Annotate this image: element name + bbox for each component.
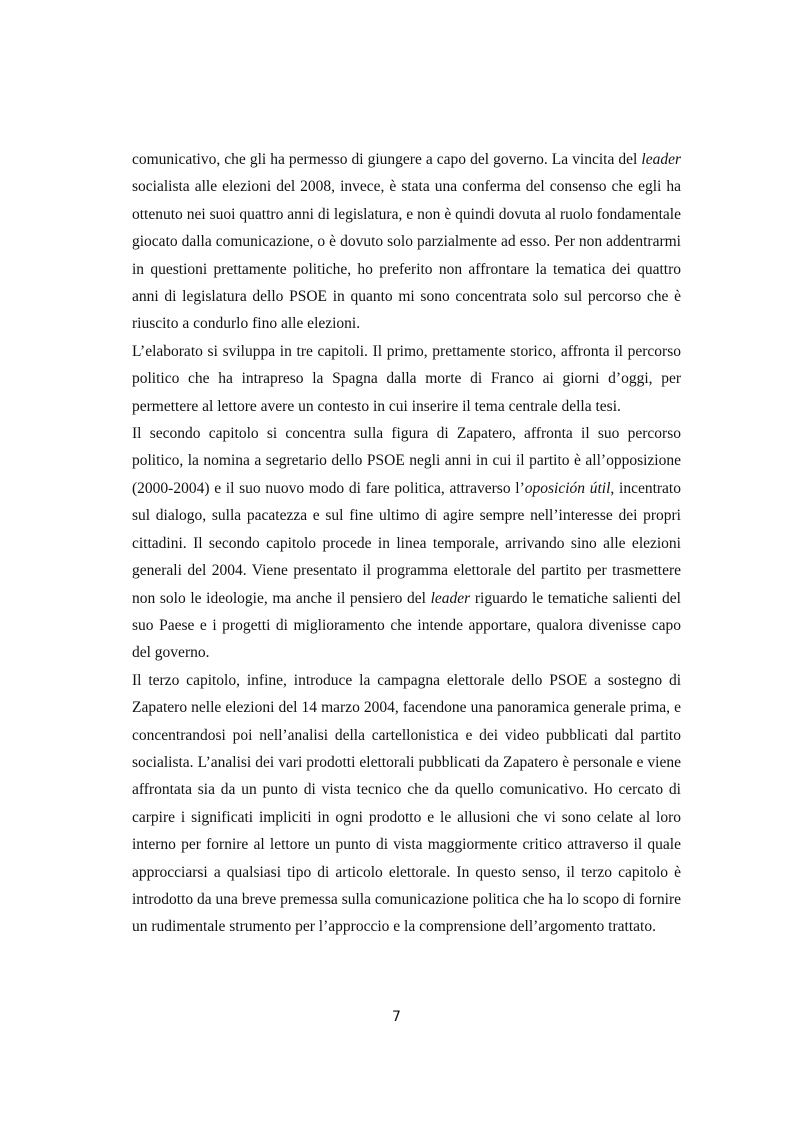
paragraph-1-text: comunicativo, che gli ha permesso di giungere a capo del governo. La vincita del (132, 151, 642, 168)
paragraph-1 (132, 146, 681, 338)
paragraph-3-text: Il secondo capitolo si concentra sulla figura di Zapatero, affronta il suo percorso politico, la nomina a segretario dello PSOE negli anni in cui il partito è all’opposizione (2000-2004) e il suo nuovo modo di fare politica, attraverso l’ (132, 425, 681, 497)
paragraph-3-text-end: riguardo le tematiche salienti del suo Paese e i progetti di miglioramento che intende apportare, qualora divenisse capo del governo. (132, 589, 681, 662)
paragraph-4 (132, 667, 681, 941)
paragraph-1-italic-leader: leader (641, 151, 681, 168)
paragraph-4-text: Il terzo capitolo, infine, introduce la campagna elettorale dello PSOE a sostegno di Zapatero nelle elezioni del 14 marzo 2004, facendone una panoramica generale prima, e concentrandosi poi nell’analisi della cartellonistica e dei video pubblicati dal partito socialista. L’analisi dei vari prodotti elettorali pubblicati da Zapatero è personale e viene affrontata sia da un punto di vista tecnico che da quello comunicativo. Ho cercato di carpire i significati impliciti in ogni prodotto e le allusioni che vi sono celate al loro interno per fornire al lettore un punto di vista maggiormente critico attraverso il quale approcciarsi a qualsiasi tipo di articolo elettorale. In questo senso, il terzo capitolo è introdotto da una breve premessa sulla comunicazione politica che ha lo scopo di fornire un rudimentale strumento per l’approccio e la comprensione dell’argomento trattato. (132, 671, 681, 936)
paragraph-3-text-cont: , incentrato sul dialogo, sulla pacatezza e sul fine ultimo di agire sempre nell’interesse dei propri cittadini. Il secondo capitolo procede in linea temporale, arrivando sino alle elezioni generali del 2004. Viene presentato il programma elettorale del partito per trasmettere non solo le ideologie, ma anche il pensiero del (132, 479, 681, 607)
paragraph-3-italic-leader: leader (430, 589, 471, 607)
body-text (132, 146, 681, 941)
paragraph-1-text-cont: socialista alle elezioni del 2008, invece, è stata una conferma del consenso che egli ha ottenuto nei suoi quattro anni di legislatura, e non è quindi dovuta al ruolo fondamentale giocato dalla comunicazione, o è dovuto solo parzialmente ad esso. Per non addentrarmi in questioni prettamente politiche, ho preferito non affrontare la tematica dei quattro anni di legislatura dello PSOE in quanto mi sono concentrata solo sul percorso che è riuscito a condurlo fino alle elezioni. (132, 178, 681, 333)
paragraph-3 (132, 420, 681, 667)
paragraph-3-italic-oposicion: oposición útil (524, 479, 611, 497)
page-number: 7 (392, 1009, 401, 1025)
paragraph-2-text: L’elaborato si sviluppa in tre capitoli. Il primo, prettamente storico, affronta il percorso politico che ha intrapreso la Spagna dalla morte di Franco ai giorni d’oggi, per permettere al lettore avere un contesto in cui inserire il tema centrale della tesi. (132, 342, 681, 415)
paragraph-2 (132, 338, 681, 420)
